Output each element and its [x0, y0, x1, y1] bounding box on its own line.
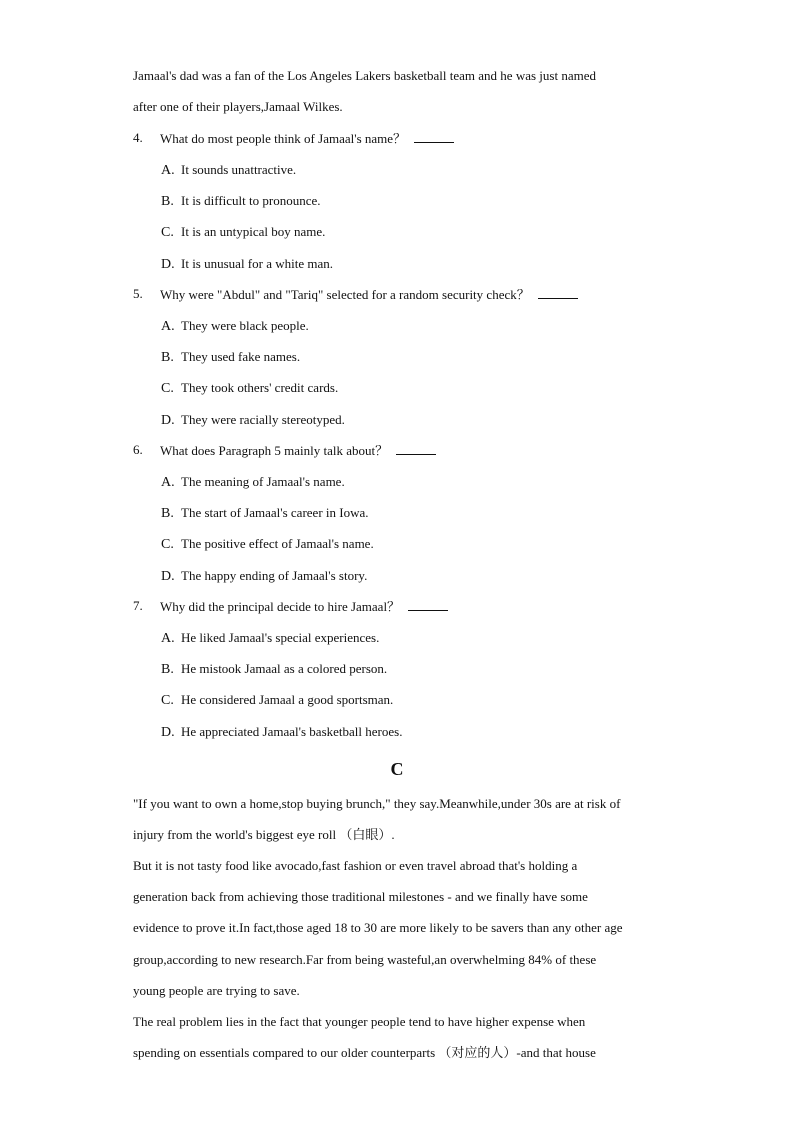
option-letter: B. — [161, 506, 174, 521]
question-text: What does Paragraph 5 mainly talk about？ — [160, 443, 389, 458]
option-letter: A. — [161, 631, 175, 646]
option-text: They were racially stereotyped. — [181, 412, 345, 427]
option-c — [161, 380, 338, 397]
option-letter: C. — [161, 693, 174, 708]
intro-line: Jamaal's dad was a fan of the Los Angeles Lakers basketball team and he was just named — [133, 68, 596, 83]
option-text: It sounds unattractive. — [181, 162, 297, 177]
option-c — [161, 224, 325, 241]
option-letter: B. — [161, 662, 174, 677]
option-text: They took others' credit cards. — [181, 380, 339, 395]
question-number: 7. — [133, 598, 143, 613]
option-a — [161, 474, 345, 491]
option-b — [161, 193, 320, 210]
option-text: It is unusual for a white man. — [181, 256, 333, 271]
option-a — [161, 630, 379, 647]
passage-line: "If you want to own a home,stop buying brunch," they say.Meanwhile,under 30s are at risk of — [133, 796, 621, 811]
option-a — [161, 162, 296, 179]
option-text: It is an untypical boy name. — [181, 224, 326, 239]
option-d — [161, 724, 402, 741]
option-d — [161, 568, 367, 585]
answer-blank[interactable] — [396, 442, 436, 455]
passage-line: injury from the world's biggest eye roll （白眼）. — [133, 827, 395, 842]
option-letter: C. — [161, 537, 174, 552]
option-text: The positive effect of Jamaal's name. — [181, 536, 374, 551]
option-c — [161, 536, 374, 553]
answer-blank[interactable] — [408, 598, 448, 611]
option-letter: B. — [161, 194, 174, 209]
option-a — [161, 318, 309, 335]
question-number: 6. — [133, 442, 143, 457]
option-text: He considered Jamaal a good sportsman. — [181, 692, 394, 707]
option-text: The happy ending of Jamaal's story. — [181, 568, 368, 583]
answer-blank[interactable] — [414, 130, 454, 143]
option-text: The meaning of Jamaal's name. — [181, 474, 345, 489]
option-letter: D. — [161, 725, 175, 740]
passage-line: But it is not tasty food like avocado,fast fashion or even travel abroad that's holding a — [133, 858, 578, 873]
option-c — [161, 692, 393, 709]
option-b — [161, 505, 369, 522]
question-text: What do most people think of Jamaal's name？ — [160, 131, 407, 146]
question-number: 4. — [133, 130, 143, 145]
question-text: Why did the principal decide to hire Jamaal？ — [160, 599, 401, 614]
option-letter: D. — [161, 413, 175, 428]
passage-line: spending on essentials compared to our older counterparts （对应的人）-and that house — [133, 1045, 596, 1060]
option-b — [161, 661, 387, 678]
question-number: 5. — [133, 286, 143, 301]
option-text: He liked Jamaal's special experiences. — [181, 630, 380, 645]
option-letter: C. — [161, 381, 174, 396]
question-text: Why were "Abdul" and "Tariq" selected for a random security check？ — [160, 287, 530, 302]
option-d — [161, 412, 345, 429]
passage-line: young people are trying to save. — [133, 983, 300, 998]
option-d — [161, 256, 333, 273]
option-letter: A. — [161, 319, 175, 334]
option-b — [161, 349, 300, 366]
option-text: They used fake names. — [181, 349, 301, 364]
option-letter: D. — [161, 257, 175, 272]
option-text: He mistook Jamaal as a colored person. — [181, 661, 388, 676]
option-letter: B. — [161, 350, 174, 365]
option-letter: D. — [161, 569, 175, 584]
option-text: They were black people. — [181, 318, 309, 333]
intro-line: after one of their players,Jamaal Wilkes. — [133, 99, 343, 114]
option-letter: A. — [161, 163, 175, 178]
answer-blank[interactable] — [538, 286, 578, 299]
option-text: He appreciated Jamaal's basketball heroes. — [181, 724, 403, 739]
passage-line: generation back from achieving those traditional milestones - and we finally have some — [133, 889, 588, 904]
option-letter: A. — [161, 475, 175, 490]
passage-line: group,according to new research.Far from being wasteful,an overwhelming 84% of these — [133, 952, 597, 967]
option-text: The start of Jamaal's career in Iowa. — [181, 505, 369, 520]
passage-line: The real problem lies in the fact that younger people tend to have higher expense when — [133, 1014, 586, 1029]
option-text: It is difficult to pronounce. — [181, 193, 321, 208]
passage-line: evidence to prove it.In fact,those aged 18 to 30 are more likely to be savers than any other age — [133, 920, 623, 935]
option-letter: C. — [161, 225, 174, 240]
section-heading: C — [390, 759, 404, 779]
